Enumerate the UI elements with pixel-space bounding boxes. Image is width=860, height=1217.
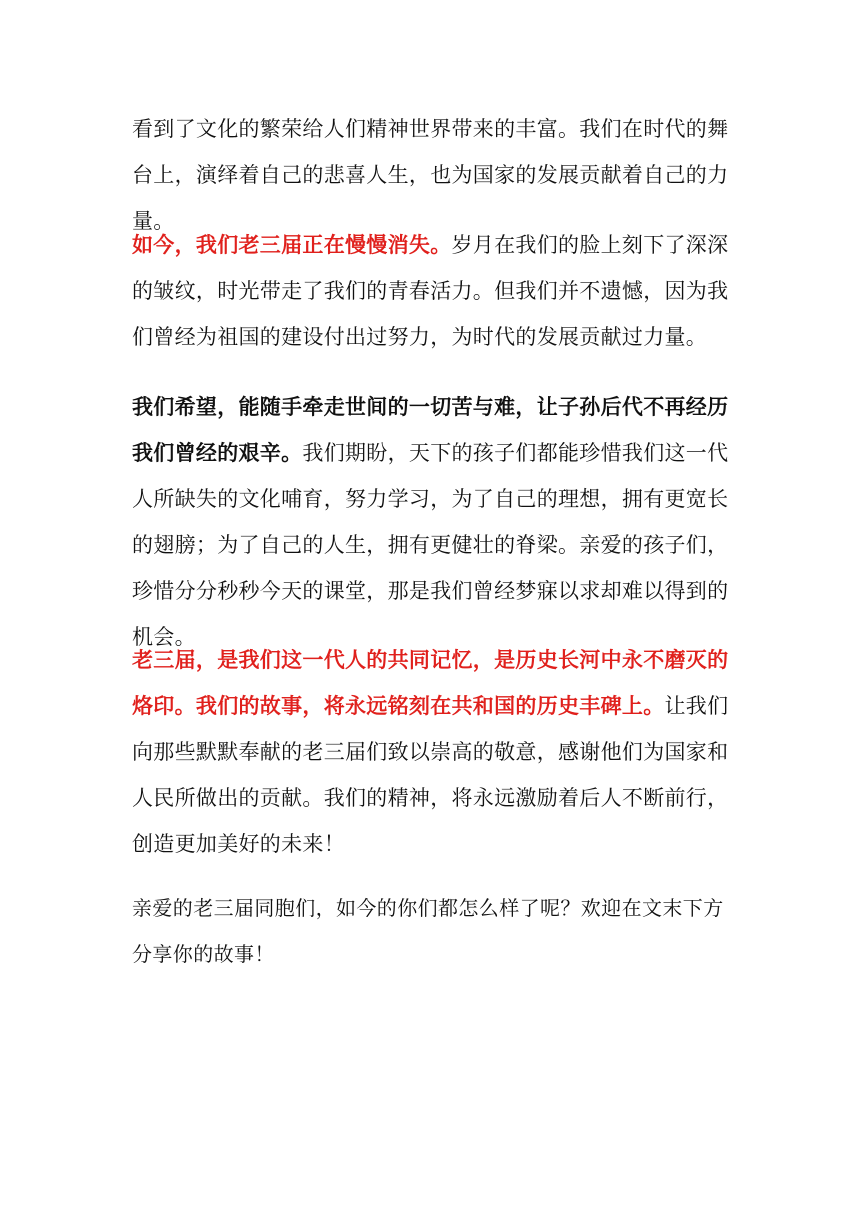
paragraph-memory [132,637,742,867]
emphasis-lead-red: 如今，我们老三届正在慢慢消失。 [132,233,452,257]
paragraph-closing-invitation [132,885,742,977]
emphasis-lead-bold: 我们希望，能随手牵走世间的一切苦与难，让子孙后代不再经历我们曾经的艰辛。 [132,395,729,465]
emphasis-lead-red: 老三届，是我们这一代人的共同记忆，是历史长河中永不磨灭的烙印。我们的故事，将永远铭刻在共和国的历史丰碑上。 [132,648,729,718]
paragraph-hope [132,384,742,660]
paragraph-text: 岁月在我们的脸上刻下了深深的皱纹，时光带走了我们的青春活力。但我们并不遗憾，因为我们曾经为祖国的建设付出过努力，为时代的发展贡献过力量。 [132,233,729,349]
paragraph-text: 我们期盼，天下的孩子们都能珍惜我们这一代人所缺失的文化哺育，努力学习，为了自己的理想，拥有更宽长的翅膀；为了自己的人生，拥有更健壮的脊梁。亲爱的孩子们，珍惜分分秒秒今天的课堂，那是我们曾经梦寐以求却难以得到的机会。 [132,441,729,649]
paragraph-text: 让我们向那些默默奉献的老三届们致以崇高的敬意，感谢他们为国家和人民所做出的贡献。我们的精神，将永远激励着后人不断前行，创造更加美好的未来！ [132,694,729,856]
paragraph-text: 看到了文化的繁荣给人们精神世界带来的丰富。我们在时代的舞台上，演绎着自己的悲喜人生，也为国家的发展贡献着自己的力量。 [132,117,729,233]
paragraph-disappearing [132,222,742,360]
paragraph-text: 亲爱的老三届同胞们，如今的你们都怎么样了呢？欢迎在文末下方分享你的故事！ [132,896,724,966]
